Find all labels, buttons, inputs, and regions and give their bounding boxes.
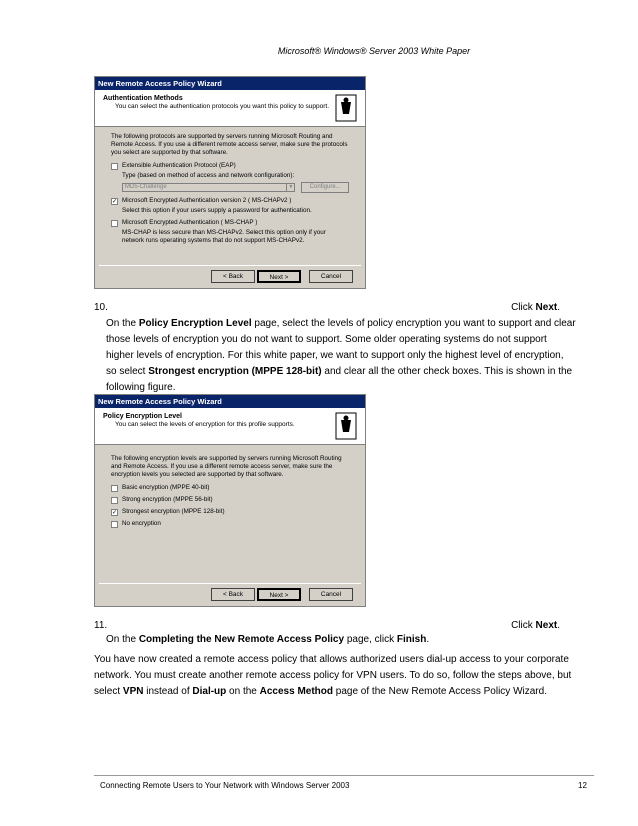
back-button[interactable]: < Back — [211, 270, 255, 283]
page-number: 12 — [578, 781, 587, 790]
divider — [99, 265, 361, 266]
eap-type-select[interactable] — [122, 183, 295, 192]
dialog-title: New Remote Access Policy Wizard — [95, 77, 365, 90]
wizard-banner — [95, 408, 365, 445]
mschap-description: MS-CHAP is less secure than MS-CHAPv2. Select this option only if your network runs operating systems that do not support MS-CHAPv2. — [122, 229, 326, 244]
strong-encryption-checkbox[interactable] — [111, 497, 118, 504]
next-button[interactable]: Next > — [257, 588, 301, 601]
step-number: 10. — [94, 302, 108, 313]
option-label: Strong encryption (MPPE 56-bit) — [122, 496, 213, 503]
option-label: Strongest encryption (MPPE 128-bit) — [122, 508, 225, 515]
next-button[interactable]: Next > — [257, 270, 301, 283]
policy-encryption-dialog — [94, 394, 366, 607]
mschap-checkbox[interactable] — [111, 220, 118, 227]
strongest-encryption-checkbox[interactable]: ✓ — [112, 509, 118, 516]
option-label: No encryption — [122, 520, 161, 527]
banner-title: Policy Encryption Level — [103, 413, 182, 420]
closing-paragraph: You have now created a remote access policy that allows authorized users dial-up access to your corporate network. You must create another remote access policy for VPN users. To do so, follow the steps above, but select VPN instead of Dial-up on the Access Method page of the New Remote Access Policy Wizard. — [94, 654, 572, 697]
eap-option[interactable] — [111, 162, 349, 170]
banner-title: Authentication Methods — [103, 95, 183, 102]
mschap-option[interactable] — [111, 219, 349, 227]
mschapv2-option[interactable] — [111, 197, 349, 205]
authentication-methods-dialog — [94, 76, 366, 289]
intro-text: The following protocols are supported by servers running Microsoft Routing and Remote Access. If you use a different remote access server, make sure the protocols you select are supported by that software. — [111, 133, 348, 156]
cancel-button[interactable]: Cancel — [309, 588, 353, 601]
wizard-icon — [335, 412, 357, 440]
dialog-title: New Remote Access Policy Wizard — [95, 395, 365, 408]
no-encryption-checkbox[interactable] — [111, 521, 118, 528]
encryption-option-none[interactable] — [111, 520, 349, 528]
step-instruction: Click Next. — [511, 302, 560, 313]
encryption-option-basic[interactable] — [111, 484, 349, 492]
type-label: Type (based on method of access and network configuration): — [122, 172, 295, 179]
configure-button[interactable]: Configure... — [301, 182, 349, 193]
encryption-option-strongest[interactable] — [111, 508, 349, 516]
banner-subtitle: You can select the levels of encryption for this profile supports. — [115, 421, 295, 428]
mschapv2-label: Microsoft Encrypted Authentication version 2 ( MS-CHAPv2 ) — [122, 197, 292, 204]
wizard-banner — [95, 90, 365, 127]
eap-checkbox[interactable] — [111, 163, 118, 170]
cancel-button[interactable]: Cancel — [309, 270, 353, 283]
step-number: 11. — [94, 620, 108, 631]
back-button[interactable]: < Back — [211, 588, 255, 601]
eap-label: Extensible Authentication Protocol (EAP) — [122, 162, 236, 169]
chevron-down-icon[interactable]: ▼ — [286, 184, 294, 191]
step-10 — [94, 302, 564, 316]
step-instruction: Click Next. — [511, 620, 560, 631]
basic-encryption-checkbox[interactable] — [111, 485, 118, 492]
banner-subtitle: You can select the authentication protocols you want this policy to support. — [115, 103, 330, 110]
option-label: Basic encryption (MPPE 40-bit) — [122, 484, 210, 491]
mschapv2-description: Select this option if your users supply a password for authentication. — [122, 207, 312, 214]
encryption-option-strong[interactable] — [111, 496, 349, 504]
divider — [99, 583, 361, 584]
footer-text: Connecting Remote Users to Your Network with Windows Server 2003 — [100, 781, 350, 790]
mschapv2-checkbox[interactable]: ✓ — [112, 198, 118, 205]
wizard-icon — [335, 94, 357, 122]
eap-type-value: MD5-Challenge — [125, 184, 167, 190]
intro-text: The following encryption levels are supported by servers running Microsoft Routing and Remote Access. If you use a different remote access server, make sure the encryption levels you selected are supported by that software. — [111, 455, 342, 478]
page-header: Microsoft® Windows® Server 2003 White Paper — [277, 46, 471, 56]
step-10-description: On the Policy Encryption Level page, select the levels of policy encryption you want to support and clear those levels of encryption you do not want to support. Some older operating systems do not support higher levels of encryption. For this white paper, we want to support only the highest level of encryption, so select Strongest encryption (MPPE 128-bit) and clear all the other check boxes. This is shown in the following figure. — [106, 318, 576, 393]
footer-divider — [94, 775, 594, 776]
mschap-label: Microsoft Encrypted Authentication ( MS-CHAP ) — [122, 219, 258, 226]
step-11-description: On the Completing the New Remote Access Policy page, click Finish. — [106, 634, 430, 645]
